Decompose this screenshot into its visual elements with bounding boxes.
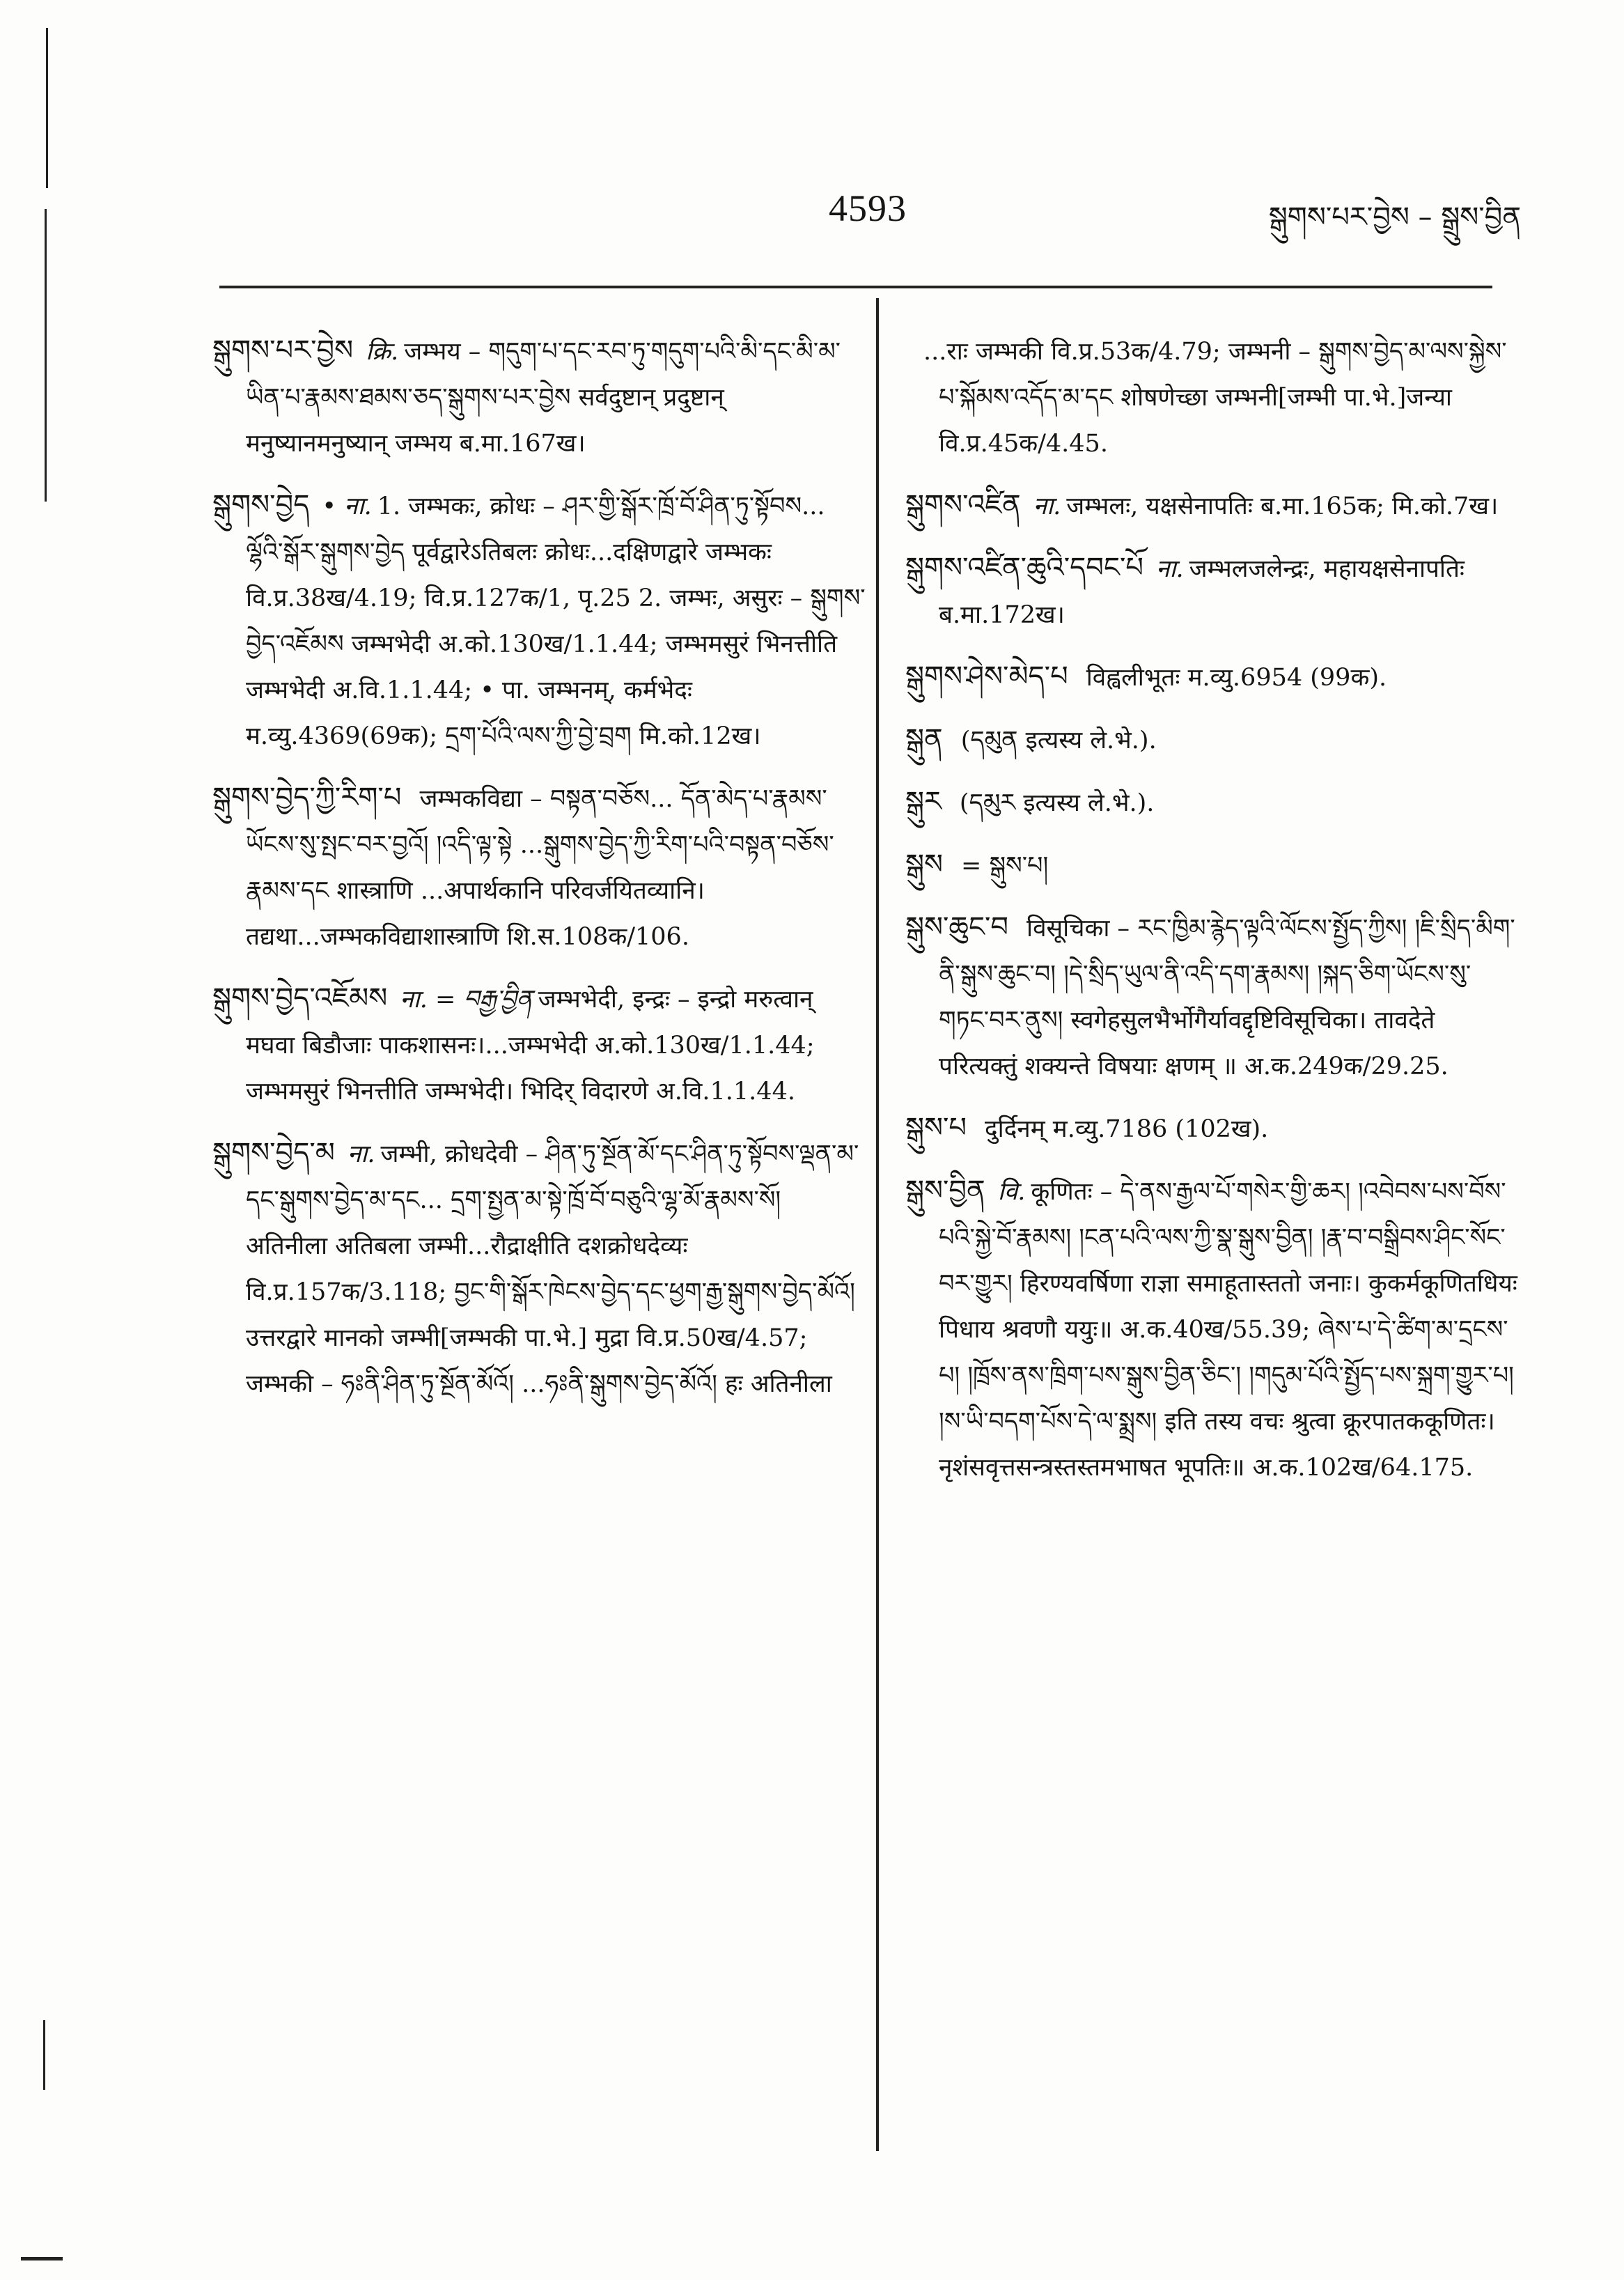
entry-headword: སྒུགས་བྱེད་ཀྱི་རིག་པ — [212, 782, 402, 814]
page-number: 4593 — [829, 187, 907, 229]
left-edge-line — [45, 209, 47, 502]
dictionary-entry — [905, 327, 1518, 467]
entry-text: जम्भय – གདུག་པ་དང་རབ་ཏུ་གདུག་པའི་མི་དང་མི་མ་ཡིན་པ་རྣམས་ཐམས་ཅད་སྒུགས་པར་བྱེས सर्वदुष्टान् प्रदुष्टान् मनुष्यानमनुष्यान् जम्भय ब.मा.167ख। — [246, 338, 841, 458]
dictionary-entry — [905, 716, 1518, 763]
entry-text: = སྒུས་པ། — [961, 852, 1049, 880]
entry-grammar: वि. — [997, 1178, 1026, 1206]
entry-headword: སྒུགས་བྱེད་འཇོམས — [212, 982, 388, 1014]
entry-headword: སྒུགས་འཛིན་ཆུའི་དབང་པོ — [905, 552, 1144, 584]
entry-grammar: ना. — [1033, 493, 1061, 520]
entry-text: (དམུན इत्यस्य ले.भे.). — [960, 727, 1157, 754]
dictionary-entry — [905, 1105, 1518, 1152]
dictionary-entry — [905, 779, 1518, 826]
entry-text: 1. जम्भकः, क्रोधः – ཤར་གྱི་སྒོར་ཁྲོ་བོ་ཤིན་ཏུ་སྟོབས... ལྷོའི་སྒོར་སྒུགས་བྱེད पूर्वद्वारेऽतिबलः क्रोधः...दक्षिणद्वारे जम्भकः वि.प्र.38ख/4.19; वि.प्र.127क/1, पृ.25 2. जम्भः, असुरः – སྒུགས་བྱེད་འཇོམས जम्भभेदी अ.को.130ख/1.1.44; जम्भमसुरं भिनत्तीति जम्भभेदी अ.वि.1.1.44; • पा. जम्भनम्, कर्मभेदः म.व्यु.4369(69क); དྲག་པོའི་ལས་ཀྱི་བྱེ་བྲག मि.को.12ख। — [246, 493, 866, 750]
entry-grammar: ना. = བརྒྱ་བྱིན — [400, 986, 533, 1014]
entry-text: विह्वलीभूतः म.व्यु.6954 (99क). — [1086, 664, 1387, 692]
entry-text: (དམུར इत्यस्य ले.भे.). — [959, 789, 1155, 817]
corner-smudge — [21, 2257, 63, 2260]
dictionary-entry — [212, 975, 867, 1115]
column-divider — [876, 298, 879, 2151]
dictionary-entry — [905, 904, 1518, 1089]
entry-headword: སྒུགས་བྱེད — [212, 489, 310, 521]
entry-text: जम्भलः, यक्षसेनापतिः ब.मा.165क; मि.को.7ख। — [1066, 493, 1499, 520]
entry-headword: སྒུན — [905, 723, 943, 755]
entry-grammar: क्रि. — [366, 338, 399, 366]
entry-text: जम्भी, क्रोधदेवी – ཤིན་ཏུ་སྔོན་མོ་དང་ཤིན་ཏུ་སྟོབས་ལྡན་མ་དང་སྒུགས་བྱེད་མ་དང... དྲག་སྤྱན་མ་སྟེ་ཁྲོ་བོ་བཅུའི་ལྷ་མོ་རྣམས་སོ། अतिनीला अतिबला जम्भी...रौद्राक्षीति दशक्रोधदेव्यः वि.प्र.157क/3.118; བྱང་གི་སྒོར་ཁེངས་བྱེད་དང་ཕྱག་རྒྱ་སྒུགས་བྱེད་མོའོ། उत्तरद्वारे मानको जम्भी[जम्भकी पा.भे.] मुद्रा वि.प्र.50ख/4.57; जम्भकी – ཧཿནི་ཤིན་ཏུ་སྔོན་མོའོ། ...ཧཿནི་སྒུགས་བྱེད་མོའོ། हः अतिनीला — [246, 1140, 859, 1398]
header-rule — [219, 286, 1492, 288]
entry-headword: སྒུས་པ — [905, 1112, 967, 1144]
entry-headword: སྒུགས་པར་བྱེས — [212, 334, 354, 366]
entry-headword: སྒུགས་ཤེས་མེད་པ — [905, 660, 1068, 692]
left-edge-line — [46, 28, 48, 188]
entry-text: कूणितः – དེ་ནས་རྒྱལ་པོ་གསེར་གྱི་ཆར། །འབེབས་པས་བོས་པའི་སྐྱེ་བོ་རྣམས། །ངན་པའི་ལས་ཀྱི་སྣ་སྒུས་བྱིན། །རྣ་བ་བསྒྲིབས་ཤིང་སོང་བར་གྱུར། हिरण्यवर्षिणा राज्ञा समाहूतास्ततो जनाः। कुकर्मकूणितधियः पिधाय श्रवणौ ययुः॥ अ.क.40ख/55.39; ཞེས་པ་དེ་ཚིག་མ་དྲངས་པ། །ཁྲོས་ནས་ཁྲིག་པས་སྒུས་བྱིན་ཅིང་། །གདུམ་པོའི་སྤྱོད་པས་སྐྲག་གྱུར་པ། །ས་ཡི་བདག་པོས་དེ་ལ་སྨྲས། इति तस्य वचः श्रुत्वा क्रूरपातककूणितः। नृशंसवृत्तसन्त्रस्तस्तमभाषत भूपतिः॥ अ.क.102ख/64.175. — [939, 1178, 1517, 1482]
entry-headword: སྒུས — [905, 848, 943, 881]
entry-headword: སྒུས་ཆུང་བ — [905, 911, 1008, 943]
dictionary-entry — [212, 482, 867, 759]
dictionary-entry — [212, 327, 867, 467]
dictionary-entry — [905, 482, 1518, 529]
entry-grammar: ना. — [1156, 555, 1184, 583]
right-column — [905, 327, 1518, 1506]
dictionary-entry — [905, 545, 1518, 638]
dictionary-entry — [212, 775, 867, 960]
entry-headword: སྒུར — [905, 786, 942, 818]
running-head: སྒུགས་པར་བྱེས – སྒྲུས་བྱིན — [1268, 201, 1521, 233]
entry-text: जम्भलजलेन्द्रः, महायक्षसेनापतिः ब.मा.172ख। — [939, 555, 1465, 629]
dictionary-entry — [905, 1168, 1518, 1491]
entry-text: ...राः जम्भकी वि.प्र.53क/4.79; जम्भनी – སྒུགས་བྱེད་མ་ལས་སྐྱེས་པ་སྐོམས་འདོད་མ་དང शोषणेच्छा जम्भनी[जम्भी पा.भे.]जन्या वि.प्र.45क/4.45. — [923, 338, 1507, 458]
dictionary-entry — [905, 842, 1518, 889]
entry-grammar: ना. — [347, 1140, 375, 1168]
dictionary-entry — [212, 1130, 867, 1407]
entry-text: दुर्दिनम् म.व्यु.7186 (102ख). — [985, 1115, 1269, 1143]
entry-text: जम्भकविद्या – བསྟན་བཅོས... དོན་མེད་པ་རྣམས་ཡོངས་སུ་སྤང་བར་བྱའོ། །འདི་ལྟ་སྟེ ...སྒུགས་བྱེད་ཀྱི་རིག་པའི་བསྟན་བཅོས་རྣམས་དང शास्त्राणि ...अपार्थकानि परिवर्जयितव्यानि। तद्यथा...जम्भकविद्याशास्त्राणि शि.स.108क/106. — [246, 785, 834, 951]
entry-headword: སྒུགས་འཛིན — [905, 489, 1021, 521]
left-edge-line — [43, 2020, 45, 2090]
dictionary-entry — [905, 653, 1518, 701]
left-column — [212, 327, 867, 1422]
entry-grammar: • ना. — [322, 493, 372, 520]
entry-headword: སྒུགས་བྱེད་མ — [212, 1137, 335, 1169]
entry-text: जम्भभेदी, इन्द्रः – इन्द्रो मरुत्वान् मघवा बिडौजाः पाकशासनः।...जम्भभेदी अ.को.130ख/1.1.44; जम्भमसुरं भिनत्तीति जम्भभेदी। भिदिर् विदारणे अ.वि.1.1.44. — [246, 986, 815, 1106]
entry-text: विसूचिका – རང་ཁྱིམ་རྙེད་ལྟའི་ལོངས་སྤྱོད་ཀྱིས། །ཇི་སྲིད་མིག་ནི་སྒུས་ཆུང་བ། །དེ་སྲིད་ཡུལ་ནི་འདི་དག་རྣམས། །སྐད་ཅིག་ཡོངས་སུ་གཏང་བར་ནུས། स्वगेहसुलभैर्भोगैर्यावद्दृष्टिविसूचिका। तावदेते परित्यक्तुं शक्यन्ते विषयाः क्षणम् ॥ अ.क.249क/29.25. — [939, 915, 1515, 1080]
entry-headword: སྒུས་བྱིན — [905, 1174, 985, 1207]
